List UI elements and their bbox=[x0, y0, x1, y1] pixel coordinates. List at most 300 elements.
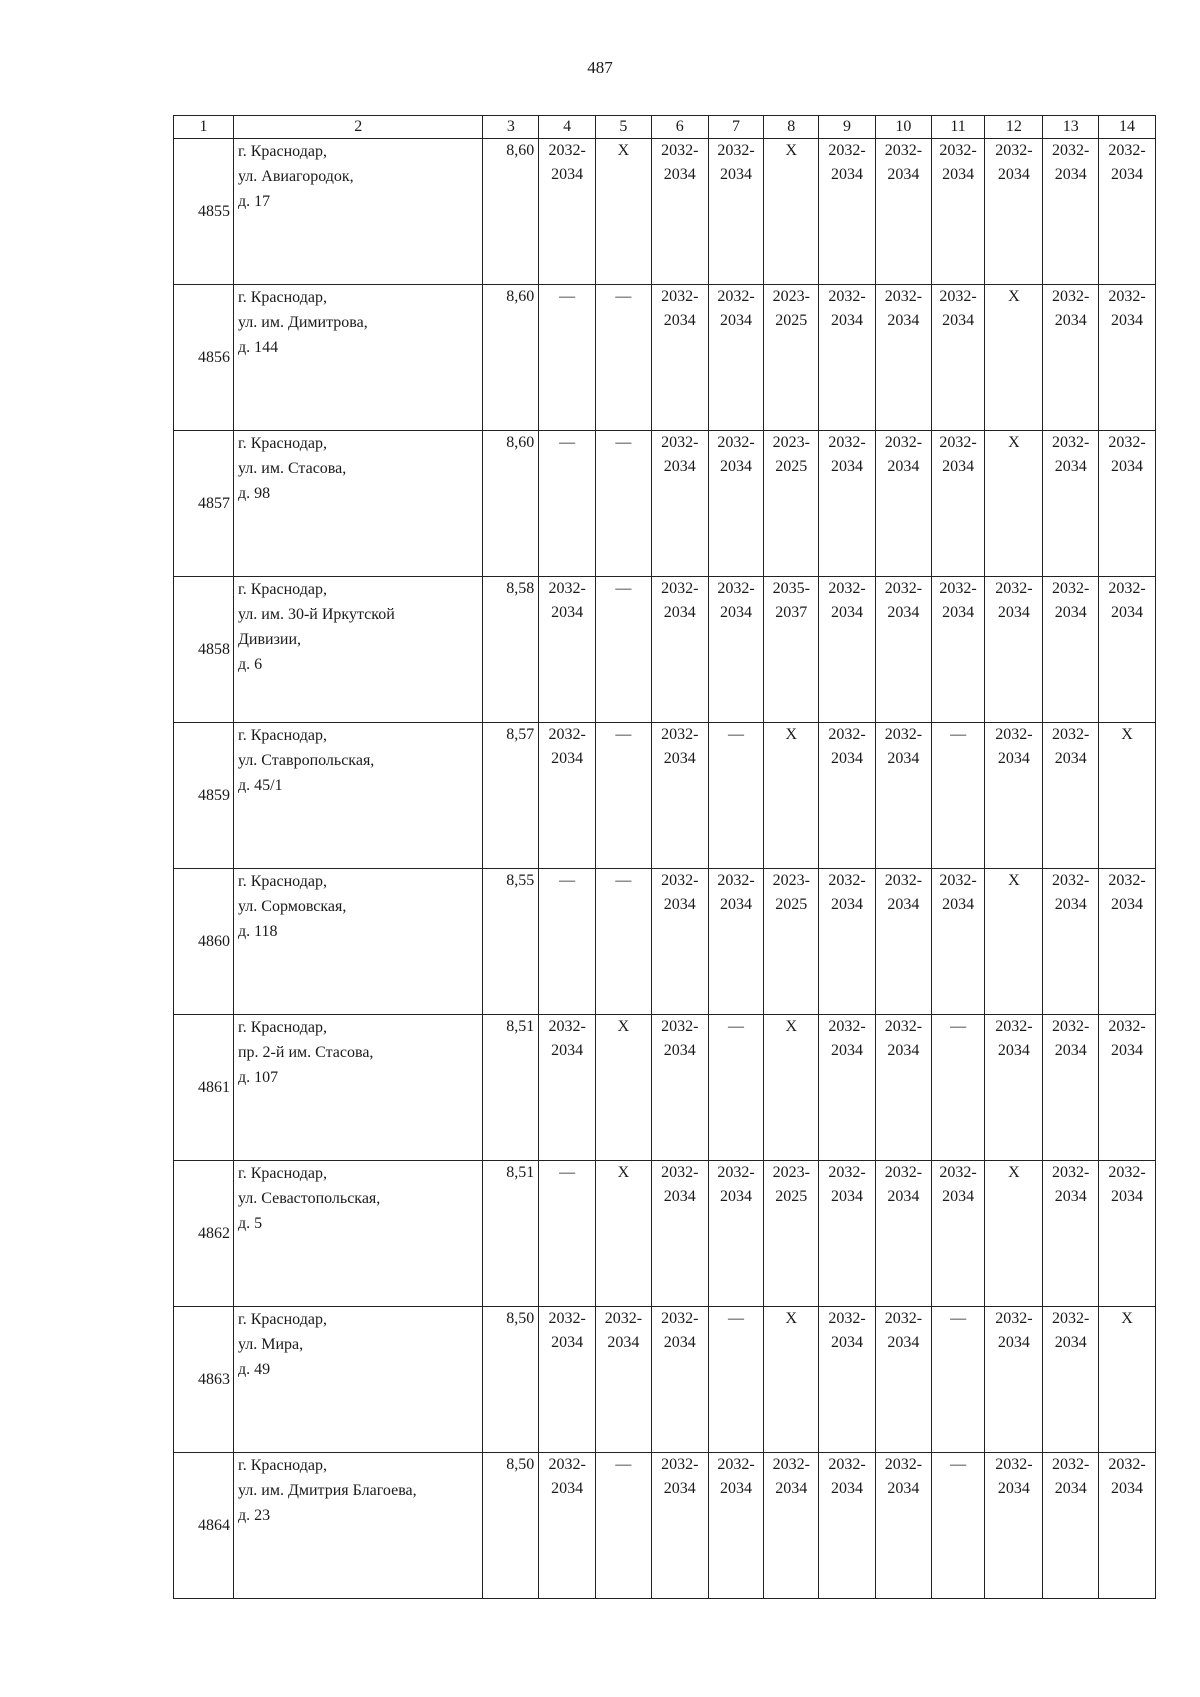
address-line: ул. им. Дмитрия Благоева, bbox=[237, 1482, 417, 1499]
table-row bbox=[174, 869, 1156, 1015]
period-cell bbox=[539, 139, 596, 285]
row-number: 4858 bbox=[174, 577, 234, 723]
period-cell bbox=[1099, 723, 1156, 869]
period-cell bbox=[596, 139, 652, 285]
address-line: г. Краснодар, bbox=[237, 1311, 327, 1328]
column-header: 10 bbox=[875, 116, 931, 139]
period-cell bbox=[708, 1307, 764, 1453]
period-value: 2032- bbox=[661, 142, 699, 159]
address-line: д. 5 bbox=[237, 1215, 263, 1232]
address-line: д. 45/1 bbox=[237, 777, 283, 794]
column-header: 14 bbox=[1099, 116, 1156, 139]
period-value: 2034 bbox=[831, 166, 864, 183]
period-value: 2032- bbox=[884, 1456, 923, 1473]
period-cell bbox=[539, 1453, 596, 1599]
period-value: 2034 bbox=[887, 458, 920, 475]
period-value: 2034 bbox=[887, 750, 920, 767]
period-value: 2034 bbox=[887, 896, 920, 913]
period-cell bbox=[596, 1453, 652, 1599]
row-number: 4864 bbox=[174, 1453, 234, 1599]
period-value: — bbox=[728, 726, 745, 743]
period-cell bbox=[1043, 1307, 1099, 1453]
period-cell bbox=[539, 431, 596, 577]
score-cell: 8,55 bbox=[483, 869, 539, 1015]
period-value: 2032- bbox=[548, 726, 586, 743]
period-cell bbox=[596, 285, 652, 431]
period-value: 2034 bbox=[663, 604, 696, 621]
address-cell bbox=[233, 139, 482, 285]
period-cell bbox=[764, 577, 819, 723]
period-value: 2032- bbox=[828, 580, 866, 597]
period-value: 2023- bbox=[772, 288, 810, 305]
period-cell bbox=[651, 577, 708, 723]
period-value: 2034 bbox=[887, 1334, 920, 1351]
period-value: 2032- bbox=[995, 1456, 1033, 1473]
address-line: г. Краснодар, bbox=[237, 1165, 327, 1182]
period-value: — bbox=[559, 288, 576, 305]
address-cell bbox=[233, 577, 482, 723]
period-cell bbox=[819, 139, 876, 285]
period-value: 2032- bbox=[884, 1018, 923, 1035]
period-value: 2034 bbox=[663, 1188, 696, 1205]
address-cell bbox=[233, 285, 482, 431]
period-cell bbox=[539, 1307, 596, 1453]
page-number: 487 bbox=[587, 58, 613, 77]
period-value: — bbox=[728, 1018, 745, 1035]
period-cell bbox=[764, 1453, 819, 1599]
row-number: 4861 bbox=[174, 1015, 234, 1161]
period-cell bbox=[764, 1015, 819, 1161]
period-cell bbox=[875, 139, 931, 285]
period-cell bbox=[985, 1015, 1043, 1161]
address-line: д. 107 bbox=[237, 1069, 279, 1086]
period-value: 2034 bbox=[1054, 458, 1087, 475]
period-value: 2034 bbox=[551, 1334, 584, 1351]
period-value: 2032- bbox=[884, 872, 923, 889]
period-value: 2034 bbox=[720, 1188, 753, 1205]
table-row bbox=[174, 1161, 1156, 1307]
period-value: 2034 bbox=[663, 1480, 696, 1497]
period-value: 2034 bbox=[831, 1334, 864, 1351]
period-value: — bbox=[615, 726, 632, 743]
period-value: — bbox=[559, 1164, 576, 1181]
period-value: 2032- bbox=[1052, 1310, 1090, 1327]
period-value: 2034 bbox=[997, 750, 1030, 767]
period-cell bbox=[931, 723, 985, 869]
period-cell bbox=[875, 1453, 931, 1599]
column-header: 5 bbox=[596, 116, 652, 139]
period-value: 2034 bbox=[942, 166, 975, 183]
period-cell bbox=[651, 869, 708, 1015]
period-cell bbox=[875, 869, 931, 1015]
period-value: 2032- bbox=[884, 142, 923, 159]
period-value: — bbox=[950, 1310, 967, 1327]
period-cell bbox=[764, 139, 819, 285]
period-value: 2034 bbox=[942, 458, 975, 475]
period-cell bbox=[596, 869, 652, 1015]
period-cell bbox=[1099, 1453, 1156, 1599]
period-cell bbox=[931, 1307, 985, 1453]
period-value: 2034 bbox=[1111, 1042, 1144, 1059]
period-value: 2032- bbox=[995, 1018, 1033, 1035]
period-value: — bbox=[950, 1456, 967, 1473]
period-value: 2035- bbox=[772, 580, 810, 597]
period-value: 2034 bbox=[1054, 750, 1087, 767]
column-header: 2 bbox=[233, 116, 482, 139]
period-cell bbox=[764, 1307, 819, 1453]
period-value: X bbox=[785, 1310, 798, 1327]
address-line: ул. Мира, bbox=[237, 1336, 304, 1353]
column-header: 1 bbox=[174, 116, 234, 139]
period-value: 2034 bbox=[720, 896, 753, 913]
period-value: 2034 bbox=[1111, 1188, 1144, 1205]
period-value: 2034 bbox=[551, 750, 584, 767]
period-cell bbox=[596, 431, 652, 577]
period-value: 2034 bbox=[997, 604, 1030, 621]
period-cell bbox=[985, 1453, 1043, 1599]
period-cell bbox=[651, 1453, 708, 1599]
period-value: 2032- bbox=[548, 1310, 586, 1327]
period-value: 2032- bbox=[884, 1164, 923, 1181]
period-value: X bbox=[617, 1018, 630, 1035]
period-value: 2034 bbox=[663, 458, 696, 475]
period-value: 2034 bbox=[887, 1480, 920, 1497]
period-cell bbox=[819, 1453, 876, 1599]
header-row bbox=[174, 116, 1156, 139]
address-line: г. Краснодар, bbox=[237, 1019, 327, 1036]
period-value: X bbox=[617, 1164, 630, 1181]
period-cell bbox=[1099, 431, 1156, 577]
period-value: X bbox=[1121, 1310, 1133, 1327]
table-row bbox=[174, 1015, 1156, 1161]
period-value: 2034 bbox=[997, 1480, 1030, 1497]
period-value: 2032- bbox=[548, 142, 586, 159]
period-value: 2037 bbox=[775, 604, 808, 621]
period-value: — bbox=[615, 580, 632, 597]
table-row bbox=[174, 723, 1156, 869]
period-value: 2032- bbox=[1052, 1164, 1090, 1181]
period-value: X bbox=[785, 1018, 798, 1035]
address-cell bbox=[233, 1015, 482, 1161]
period-value: 2023- bbox=[772, 872, 810, 889]
address-line: ул. Ставропольская, bbox=[237, 752, 375, 769]
period-value: 2034 bbox=[720, 1480, 753, 1497]
period-value: 2032- bbox=[717, 288, 755, 305]
period-cell bbox=[596, 1015, 652, 1161]
score-cell: 8,58 bbox=[483, 577, 539, 723]
period-value: 2034 bbox=[887, 166, 920, 183]
period-cell bbox=[596, 1161, 652, 1307]
period-value: 2032- bbox=[995, 142, 1033, 159]
period-cell bbox=[985, 723, 1043, 869]
column-header: 8 bbox=[764, 116, 819, 139]
period-value: 2034 bbox=[1054, 896, 1087, 913]
period-value: 2032- bbox=[884, 288, 923, 305]
period-cell bbox=[1099, 1015, 1156, 1161]
row-number: 4863 bbox=[174, 1307, 234, 1453]
period-cell bbox=[708, 577, 764, 723]
period-value: 2032- bbox=[995, 1310, 1033, 1327]
period-value: 2032- bbox=[1108, 580, 1146, 597]
period-value: 2032- bbox=[884, 580, 923, 597]
period-value: X bbox=[785, 726, 798, 743]
address-cell bbox=[233, 1453, 482, 1599]
period-value: X bbox=[1008, 872, 1020, 889]
period-value: 2032- bbox=[939, 1164, 977, 1181]
period-value: X bbox=[1008, 1164, 1020, 1181]
period-value: 2032- bbox=[939, 580, 977, 597]
period-value: 2032- bbox=[717, 1164, 755, 1181]
period-cell bbox=[651, 431, 708, 577]
period-value: 2032- bbox=[1052, 1456, 1090, 1473]
period-cell bbox=[931, 431, 985, 577]
period-cell bbox=[708, 869, 764, 1015]
period-value: 2034 bbox=[551, 1042, 584, 1059]
period-cell bbox=[539, 723, 596, 869]
period-value: 2034 bbox=[887, 604, 920, 621]
score-cell: 8,51 bbox=[483, 1161, 539, 1307]
period-value: 2032- bbox=[1108, 1164, 1146, 1181]
period-cell bbox=[1099, 139, 1156, 285]
period-cell bbox=[985, 577, 1043, 723]
period-value: 2034 bbox=[1054, 1480, 1087, 1497]
address-cell bbox=[233, 1307, 482, 1453]
address-line: д. 118 bbox=[237, 923, 278, 940]
period-value: X bbox=[1008, 434, 1020, 451]
period-value: 2034 bbox=[663, 312, 696, 329]
period-cell bbox=[931, 869, 985, 1015]
period-value: 2034 bbox=[831, 1042, 864, 1059]
table-row bbox=[174, 1307, 1156, 1453]
period-cell bbox=[1099, 869, 1156, 1015]
address-line: ул. им. Димитрова, bbox=[237, 314, 368, 331]
period-value: 2032- bbox=[661, 1164, 699, 1181]
period-cell bbox=[764, 723, 819, 869]
address-line: ул. Сормовская, bbox=[237, 898, 347, 915]
period-cell bbox=[931, 139, 985, 285]
period-value: 2034 bbox=[997, 1042, 1030, 1059]
period-cell bbox=[539, 285, 596, 431]
period-value: 2032- bbox=[661, 580, 699, 597]
column-header: 3 bbox=[483, 116, 539, 139]
period-value: 2032- bbox=[828, 1310, 866, 1327]
period-cell bbox=[1099, 1161, 1156, 1307]
period-cell bbox=[764, 1161, 819, 1307]
period-cell bbox=[1099, 577, 1156, 723]
period-cell bbox=[931, 285, 985, 431]
table-row bbox=[174, 431, 1156, 577]
period-value: 2034 bbox=[942, 1188, 975, 1205]
period-value: 2034 bbox=[1054, 604, 1087, 621]
row-number: 4857 bbox=[174, 431, 234, 577]
address-line: г. Краснодар, bbox=[237, 727, 327, 744]
period-cell bbox=[819, 1015, 876, 1161]
period-cell bbox=[1043, 139, 1099, 285]
period-value: 2032- bbox=[661, 1310, 699, 1327]
period-cell bbox=[708, 1015, 764, 1161]
table-row bbox=[174, 1453, 1156, 1599]
registry-body bbox=[174, 139, 1156, 1599]
period-value: 2032- bbox=[828, 1456, 866, 1473]
score-cell: 8,60 bbox=[483, 139, 539, 285]
period-value: 2032- bbox=[1108, 142, 1146, 159]
period-value: 2025 bbox=[775, 312, 808, 329]
period-value: — bbox=[615, 872, 632, 889]
address-line: ул. Авиагородок, bbox=[237, 168, 354, 185]
period-value: X bbox=[617, 142, 630, 159]
period-value: 2034 bbox=[997, 166, 1030, 183]
period-value: 2034 bbox=[887, 1042, 920, 1059]
period-cell bbox=[708, 1453, 764, 1599]
period-cell bbox=[764, 285, 819, 431]
period-cell bbox=[819, 577, 876, 723]
period-value: 2032- bbox=[661, 434, 699, 451]
period-value: 2034 bbox=[720, 312, 753, 329]
period-value: 2032- bbox=[1108, 872, 1146, 889]
period-value: 2034 bbox=[1111, 166, 1144, 183]
period-value: — bbox=[950, 726, 967, 743]
period-cell bbox=[931, 577, 985, 723]
period-value: 2034 bbox=[1054, 1042, 1087, 1059]
period-value: 2032- bbox=[1052, 434, 1090, 451]
period-value: 2034 bbox=[663, 896, 696, 913]
period-cell bbox=[819, 285, 876, 431]
period-cell bbox=[1099, 285, 1156, 431]
period-value: 2034 bbox=[1111, 312, 1144, 329]
period-value: 2034 bbox=[551, 166, 584, 183]
period-value: 2032- bbox=[828, 1164, 866, 1181]
address-cell bbox=[233, 723, 482, 869]
period-value: 2032- bbox=[717, 1456, 755, 1473]
period-value: 2032- bbox=[548, 580, 586, 597]
period-cell bbox=[708, 1161, 764, 1307]
period-cell bbox=[875, 431, 931, 577]
period-value: 2034 bbox=[1111, 896, 1144, 913]
period-value: 2034 bbox=[887, 1188, 920, 1205]
address-line: д. 6 bbox=[237, 656, 263, 673]
period-cell bbox=[985, 869, 1043, 1015]
period-cell bbox=[651, 1307, 708, 1453]
period-cell bbox=[819, 431, 876, 577]
score-cell: 8,60 bbox=[483, 431, 539, 577]
period-cell bbox=[1043, 1161, 1099, 1307]
period-value: 2032- bbox=[1108, 288, 1146, 305]
period-cell bbox=[1043, 285, 1099, 431]
period-cell bbox=[875, 285, 931, 431]
period-value: 2034 bbox=[607, 1334, 640, 1351]
period-cell bbox=[708, 431, 764, 577]
score-cell: 8,50 bbox=[483, 1453, 539, 1599]
address-line: г. Краснодар, bbox=[237, 143, 327, 160]
period-value: 2032- bbox=[604, 1310, 643, 1327]
period-value: 2023- bbox=[772, 1164, 810, 1181]
period-value: — bbox=[950, 1018, 967, 1035]
period-value: 2034 bbox=[831, 750, 864, 767]
row-number: 4860 bbox=[174, 869, 234, 1015]
period-value: 2034 bbox=[831, 604, 864, 621]
period-cell bbox=[1043, 1453, 1099, 1599]
period-cell bbox=[764, 431, 819, 577]
period-cell bbox=[819, 1307, 876, 1453]
period-cell bbox=[651, 1161, 708, 1307]
address-line: г. Краснодар, bbox=[237, 581, 327, 598]
period-value: 2034 bbox=[551, 1480, 584, 1497]
period-value: 2032- bbox=[1052, 288, 1090, 305]
period-value: 2034 bbox=[942, 604, 975, 621]
period-value: 2032- bbox=[828, 142, 866, 159]
table-row bbox=[174, 577, 1156, 723]
period-cell bbox=[875, 1161, 931, 1307]
period-value: 2032- bbox=[717, 142, 755, 159]
period-value: 2025 bbox=[775, 458, 808, 475]
address-cell bbox=[233, 431, 482, 577]
period-value: 2034 bbox=[663, 1042, 696, 1059]
score-cell: 8,60 bbox=[483, 285, 539, 431]
period-value: 2032- bbox=[661, 1456, 699, 1473]
period-value: 2034 bbox=[1054, 312, 1087, 329]
score-cell: 8,50 bbox=[483, 1307, 539, 1453]
period-value: 2023- bbox=[772, 434, 810, 451]
period-value: 2032- bbox=[661, 1018, 699, 1035]
address-line: д. 144 bbox=[237, 339, 279, 356]
period-value: 2034 bbox=[720, 166, 753, 183]
column-header: 6 bbox=[651, 116, 708, 139]
period-value: 2032- bbox=[939, 872, 977, 889]
period-value: 2032- bbox=[717, 872, 755, 889]
period-value: — bbox=[615, 1456, 632, 1473]
row-number: 4855 bbox=[174, 139, 234, 285]
period-value: 2032- bbox=[939, 142, 977, 159]
period-cell bbox=[985, 1161, 1043, 1307]
address-line: д. 17 bbox=[237, 193, 271, 210]
period-cell bbox=[875, 1015, 931, 1161]
period-value: 2032- bbox=[884, 434, 923, 451]
address-line: г. Краснодар, bbox=[237, 289, 327, 306]
period-value: 2032- bbox=[548, 1456, 586, 1473]
period-value: 2032- bbox=[717, 434, 755, 451]
period-cell bbox=[539, 1161, 596, 1307]
address-line: д. 98 bbox=[237, 485, 271, 502]
column-header: 4 bbox=[539, 116, 596, 139]
period-value: 2034 bbox=[942, 896, 975, 913]
period-value: 2032- bbox=[1052, 726, 1090, 743]
period-value: — bbox=[559, 434, 576, 451]
period-cell bbox=[1043, 577, 1099, 723]
period-cell bbox=[875, 723, 931, 869]
period-value: 2032- bbox=[661, 872, 699, 889]
period-value: 2032- bbox=[661, 726, 699, 743]
period-value: 2032- bbox=[884, 726, 923, 743]
period-value: 2034 bbox=[663, 166, 696, 183]
period-cell bbox=[708, 285, 764, 431]
period-cell bbox=[708, 139, 764, 285]
period-cell bbox=[875, 1307, 931, 1453]
period-value: 2032- bbox=[1052, 1018, 1090, 1035]
period-value: 2032- bbox=[1052, 142, 1090, 159]
period-value: 2032- bbox=[828, 872, 866, 889]
period-cell bbox=[1043, 723, 1099, 869]
period-value: 2034 bbox=[831, 1188, 864, 1205]
table-row bbox=[174, 285, 1156, 431]
score-cell: 8,57 bbox=[483, 723, 539, 869]
period-value: 2034 bbox=[831, 1480, 864, 1497]
period-value: 2032- bbox=[772, 1456, 810, 1473]
period-value: 2032- bbox=[884, 1310, 923, 1327]
row-number: 4856 bbox=[174, 285, 234, 431]
period-cell bbox=[819, 723, 876, 869]
period-cell bbox=[985, 285, 1043, 431]
address-line: пр. 2-й им. Стасова, bbox=[237, 1044, 374, 1061]
